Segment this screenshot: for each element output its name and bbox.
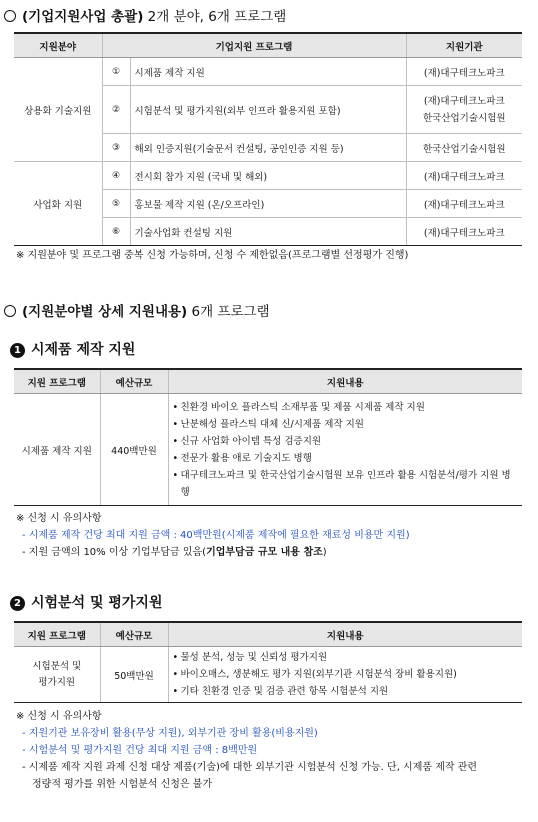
section1-note: ※ 지원분야 및 프로그램 중복 신청 가능하며, 신청 수 제한없음(프로그램별 선정평가 진행) (16, 250, 409, 261)
number-badge-icon: 2 (10, 596, 25, 611)
header-field: 지원분야 (14, 33, 102, 58)
list-item: • 신규 사업화 아이템 특성 검증지원 (173, 433, 519, 450)
program2-table: 지원 프로그램 예산규모 지원내용 시험분석 및 평가지원 50백만원 • 물성 분석, 성능 및 신뢰성 평가지원 • 바이오매스, 생분해도 평가 지원(외부기관 시험분석 장비 활용지원) • 기타 친환경 인증 및 검증 관련 항목 시험분석 지원 (14, 621, 522, 703)
table-row: 상용화 기술지원 ① 시제품 제작 지원 (재)대구테크노파크 (14, 58, 522, 86)
list-item: • 기타 친환경 인증 및 검증 관련 항목 시험분석 지원 (173, 683, 519, 700)
list-item: • 친환경 바이오 플라스틱 소재부품 및 제품 시제품 제작 지원 (173, 399, 519, 416)
table-row: 시제품 제작 지원 440백만원 • 친환경 바이오 플라스틱 소재부품 및 제품 시제품 제작 지원 • 난분해성 플라스틱 대체 신/시제품 제작 지원 • 신규 사업화 아이템 특성 검증지원 • 전문가 활용 애로 기술지도 병행 • 대구테크노파크 및 한국산업기술시험원 보유 인프라 활용 시험분석/평가 지원 병행 (14, 394, 522, 506)
program1-table: 지원 프로그램 예산규모 지원내용 시제품 제작 지원 440백만원 • 친환경 바이오 플라스틱 소재부품 및 제품 시제품 제작 지원 • 난분해성 플라스틱 대체 신/시제품 제작 지원 • 신규 사업화 아이템 특성 검증지원 • 전문가 활용 애로 기술지도 병행 • 대구테크노파크 및 한국산업기술시험원 보유 인프라 활용 시험분석/평가 지원 병행 (14, 368, 522, 506)
circle-bullet-icon (4, 305, 16, 317)
table-row: 시험분석 및 평가지원 50백만원 • 물성 분석, 성능 및 신뢰성 평가지원 • 바이오매스, 생분해도 평가 지원(외부기관 시험분석 장비 활용지원) • 기타 친환경 인증 및 검증 관련 항목 시험분석 지원 (14, 647, 522, 703)
program2-notes-title: ※ 신청 시 유의사항 (16, 711, 102, 722)
program2-note: - 지원기관 보유장비 활용(무상 지원), 외부기관 장비 활용(비용지원) (22, 728, 318, 739)
section1-heading: (기업지원사업 총괄) 2개 분야, 6개 프로그램 (4, 5, 286, 25)
circle-bullet-icon (4, 10, 16, 22)
program-overview-table (14, 32, 522, 246)
program1-note: - 시제품 제작 건당 최대 지원 금액 : 40백만원(시제품 제작에 필요한 재료성 비용만 지원) (22, 530, 410, 541)
number-badge-icon: 1 (10, 343, 25, 358)
section2-heading: (지원분야별 상세 지원내용) 6개 프로그램 (4, 300, 270, 320)
table-row: ③ 해외 인증지원(기술문서 컨설팅, 공인인증 지원 등) 한국산업기술시험원 (14, 134, 522, 162)
support-items-list (173, 649, 519, 700)
list-item: • 대구테크노파크 및 한국산업기술시험원 보유 인프라 활용 시험분석/평가 지원 병행 (173, 467, 519, 501)
program2-heading: 2 시험분석 및 평가지원 (10, 592, 162, 612)
program1-notes-title: ※ 신청 시 유의사항 (16, 513, 102, 524)
table-row: ⑤ 홍보물 제작 지원 (온/오프라인) (재)대구테크노파크 (14, 190, 522, 218)
field-cell: 사업화 지원 (14, 162, 102, 246)
table-row: 사업화 지원 ④ 전시회 참가 지원 (국내 및 해외) (재)대구테크노파크 (14, 162, 522, 190)
field-cell: 상용화 기술지원 (14, 58, 102, 162)
header-org: 지원기관 (406, 33, 522, 58)
list-item: • 전문가 활용 애로 기술지도 병행 (173, 450, 519, 467)
list-item: • 물성 분석, 성능 및 신뢰성 평가지원 (173, 649, 519, 666)
program2-note: 정량적 평가를 위한 시험분석 신청은 불가 (32, 779, 213, 790)
program2-note: - 시험분석 및 평가지원 건당 최대 지원 금액 : 8백만원 (22, 745, 258, 756)
header-program: 기업지원 프로그램 (102, 33, 406, 58)
table-row: ② 시험분석 및 평가지원(외부 인프라 활용지원 포함) (재)대구테크노파크 한국산업기술시험원 (14, 86, 522, 134)
support-items-list (173, 399, 519, 501)
table-row: ⑥ 기술사업화 컨설팅 지원 (재)대구테크노파크 (14, 218, 522, 246)
list-item: • 난분해성 플라스틱 대체 신/시제품 제작 지원 (173, 416, 519, 433)
program1-heading: 1 시제품 제작 지원 (10, 339, 135, 359)
list-item: • 바이오매스, 생분해도 평가 지원(외부기관 시험분석 장비 활용지원) (173, 666, 519, 683)
program2-note: - 시제품 제작 지원 과제 신청 대상 제품(기술)에 대한 외부기관 시험분석 신청 가능. 단, 시제품 제작 관련 (22, 762, 478, 773)
program1-note: - 지원 금액의 10% 이상 기업부담금 있음(기업부담금 규모 내용 참조) (22, 547, 327, 558)
